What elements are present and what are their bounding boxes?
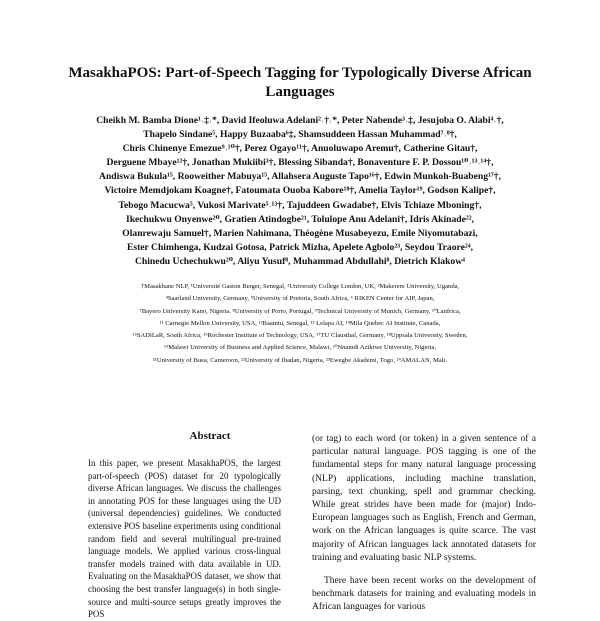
author-line: Ikechukwu Onyenwe²⁰, Gratien Atindogbe²¹, Tolulope Anu Adelani†, Idris Akinade²², xyxy=(125,213,475,225)
affiliation-line: ⁷Bayero University Kano, Nigeria. ⁸University of Porto, Portugal, ⁹Technical University of Munich, Germany, ¹⁰Lanfrica, xyxy=(139,307,461,315)
author-list xyxy=(40,114,560,269)
affiliation-line: ¹⁵SADiLaR, South Africa, ¹⁶Rochester Institute of Technology, USA, ¹⁷TU Clausthal, Germany, ¹⁸Uppsala University, Sweden, xyxy=(132,332,468,340)
intro-paragraph: (or tag) to each word (or token) in a given sentence of a particular natural language. POS tagging is one of the fundamental steps for many natural language processing (NLP) applications, including machine translation, parsing, text chunking, spell and grammar checking. While great strides have been made for (major) Indo-European languages such as English, French and German, work on the African languages is quite scarce. The vast majority of African languages lack annotated datasets for training and evaluating basic NLP systems. xyxy=(312,434,536,563)
affiliation-list xyxy=(40,281,560,367)
affiliation-line: ¹⁹Malawi University of Business and Applied Science, Malawi, ²⁰Nnamdi Azikiwe University, Nigeria, xyxy=(164,344,436,352)
abstract-text: In this paper, we present MasakhaPOS, the largest part-of-speech (POS) dataset for 20 typologically diverse African languages. We discuss the challenges in annotating POS for these languages using the UD (universal dependencies) guidelines. We conducted extensive POS baseline experiments using conditional random field and several multilingual pre-trained language models. We applied various cross-lingual transfer models trained with data available in UD. Evaluating on the MasakhaPOS dataset, we show that choosing the best transfer language(s) in both single-source and multi-source setups greatly improves the POS xyxy=(88,458,281,620)
author-line: Tebogo Macucwa⁵, Vukosi Marivate⁵˒¹³†, Tajuddeen Gwadabe†, Elvis Tchiaze Mboning†, xyxy=(118,199,482,211)
affiliation-line: †Masakhane NLP, ¹Université Gaston Berger, Senegal, ²University College London, UK, ³Makerere University, Uganda, xyxy=(140,283,460,290)
title-line: MasakhaPOS: Part-of-Speech Tagging for Typologically Diverse African xyxy=(68,65,532,81)
author-line: Chinedu Uchechukwu²⁰, Aliyu Yusuf⁸, Muhammad Abdullahi⁸, Dietrich Klakow⁴ xyxy=(134,255,466,267)
affiliation-line: ¹¹ Carnegie Mellon University, USA, ¹²Baamtu, Senegal, ¹³ Lelapa AI, ¹⁴Mila Quebec AI Institute, Canada, xyxy=(159,319,441,327)
author-line: Chris Chinenye Emezue⁹˒¹⁰†, Perez Ogayo¹¹†, Anuoluwapo Aremu†, Catherine Gitau†, xyxy=(122,143,478,155)
paper-title xyxy=(40,64,560,102)
author-line: Ester Chimhenga, Kudzai Gotosa, Patrick Mizha, Apelete Agbolo²³, Seydou Traore²⁴, xyxy=(126,241,474,253)
affiliation-line: ²¹University of Buea, Cameroon, ²²University of Ibadan, Nigeria, ²³Ewegbe Akademi, Togo, ²⁴AMALAN, Mali. xyxy=(152,356,448,364)
author-line: Olanrewaju Samuel†, Marien Nahimana, Théogène Musabeyezu, Emile Niyomutabazi, xyxy=(122,227,478,239)
title-line: Languages xyxy=(265,84,335,100)
author-line: Victoire Memdjokam Koagne†, Fatoumata Ouoba Kabore¹⁸†, Amelia Taylor¹⁹, Godson Kalipe†, xyxy=(104,185,496,197)
author-line: Thapelo Sindane⁵, Happy Buzaaba⁶‡, Shamsuddeen Hassan Muhammad⁷˒⁸†, xyxy=(143,129,457,141)
author-line: Cheikh M. Bamba Dione¹˒‡˒*, David Ifeoluwa Adelani²˒†˒*, Peter Nabende³˒‡, Jesujoba O. Alabi⁴˒†, xyxy=(96,115,504,126)
intro-paragraph: There have been recent works on the development of benchmark datasets for training and evaluating models in African languages for various xyxy=(312,576,536,613)
affiliation-line: ⁴Saarland University, Germany, ⁵University of Pretoria, South Africa, ⁶ RIKEN Center for AIP, Japan, xyxy=(165,295,435,303)
author-line: Andiswa Bukula¹⁵, Rooweither Mabuya¹⁵, Allahsera Auguste Tapo¹⁶†, Edwin Munkoh-Buabeng¹⁷†, xyxy=(99,171,501,183)
abstract-heading: Abstract xyxy=(189,430,231,442)
introduction-column xyxy=(312,433,536,615)
author-line: Derguene Mbaye¹²†, Jonathan Mukiibi³†, Blessing Sibanda†, Bonaventure F. P. Dossou¹⁰˒¹³˒¹⁴†, xyxy=(106,157,494,169)
